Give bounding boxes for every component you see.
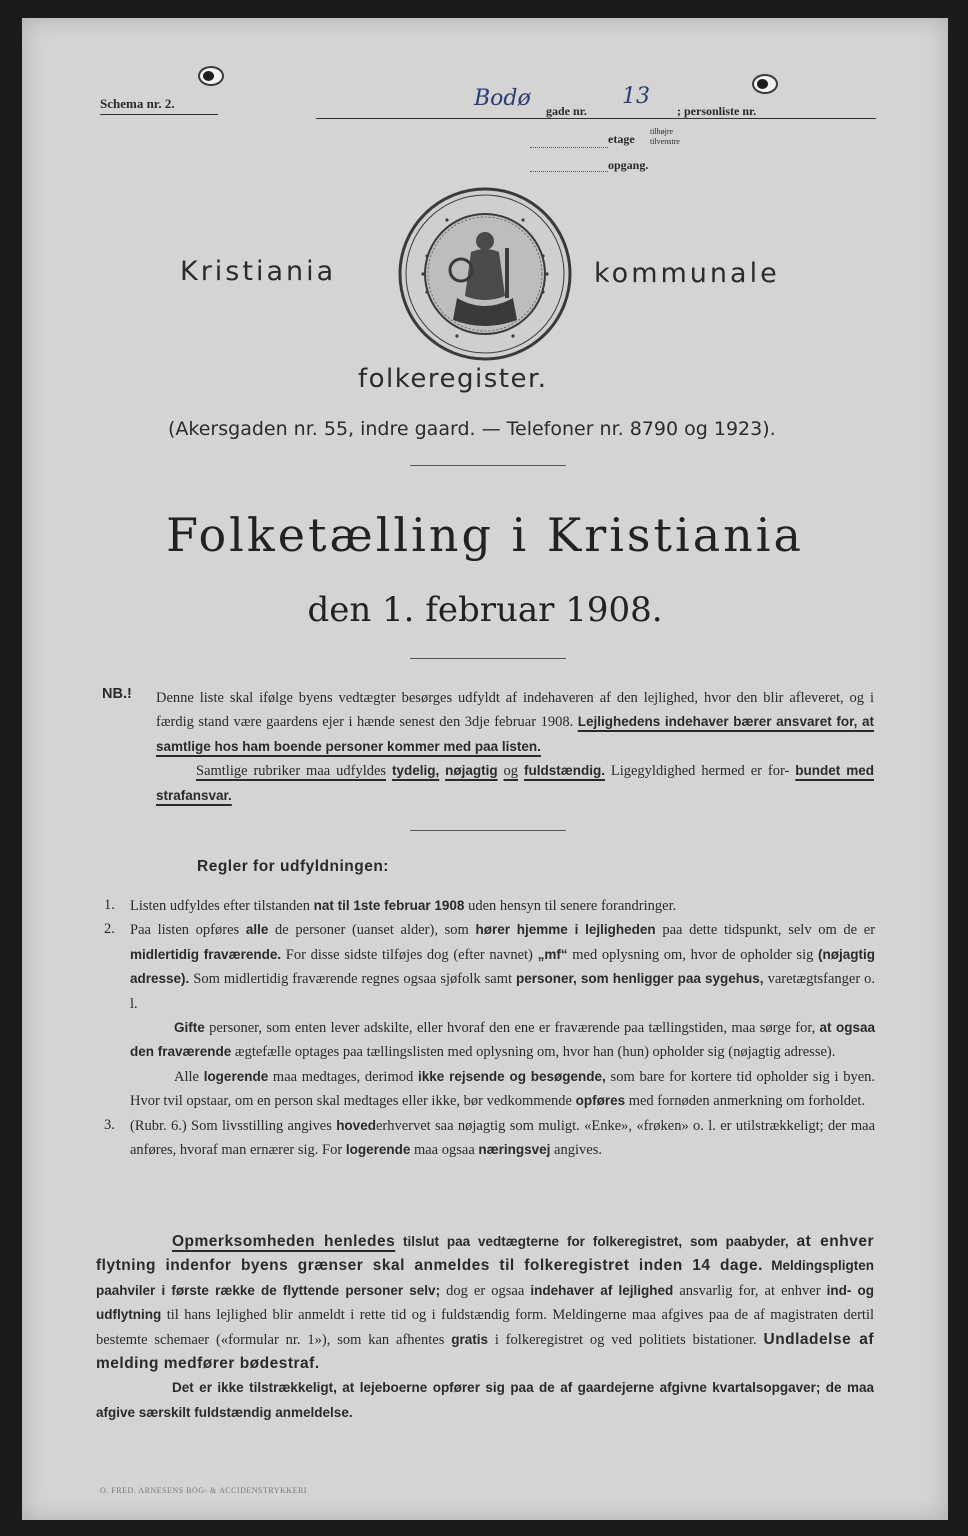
nb-paragraph: Denne liste skal ifølge byens vedtægter besørges udfyldt af indehaveren af den lejlighed, hvor den blir afleveret, og i færdig stand være gaardens ejer i hænde senest den 3dje februar 1908. Lejlighedens indehaver bærer ansvaret for, at samtlige hos ham boende personer kommer med paa listen. Samtlige rubriker maa udfyldes tydelig, nøjagtig og fuldstændig. Ligegyldighed hermed er for- bundet med strafansvar. — [156, 690, 875, 803]
rule-3: 3. (Rubr. 6.) Som livsstilling angives hovederhvervet saa nøjagtig som muligt. «Enke», «frøken» o. l. er utilstrækkeligt; der maa anføres, hvoraf man ernærer sig. For logerende maa ogsaa næringsvej angives. — [104, 1116, 875, 1159]
street-number-handwritten: 13 — [622, 84, 650, 109]
page-subtitle: den 1. februar 1908. — [307, 590, 663, 630]
census-form-page — [22, 18, 948, 1520]
entrance-label: opgang. — [608, 158, 649, 172]
person-list-label: ; personliste nr. — [677, 104, 757, 118]
divider — [410, 465, 566, 466]
schema-number: Schema nr. 2. — [100, 96, 218, 115]
page-title: Folketælling i Kristiania — [166, 508, 804, 562]
city-seal-icon — [397, 186, 573, 362]
header-address: (Akersgaden nr. 55, indre gaard. — Telefoner nr. 8790 og 1923). — [168, 418, 776, 440]
punch-hole-right — [752, 74, 778, 94]
street-label: gade nr. — [546, 104, 587, 118]
floor-side-options: tilhøjre tilvenstre — [650, 127, 680, 146]
rules-list — [104, 894, 876, 1162]
address-line — [316, 98, 876, 119]
nb-label: NB.! — [102, 686, 132, 702]
header-kristiania: Kristiania — [180, 256, 337, 287]
rule-2: 2. Paa listen opføres alle de personer (uanset alder), som hører hjemme i lejligheden paa dette tidspunkt, selv om de er midlertidig fraværende. For disse sidste tilføjes dog (efter navnet) „mf“ med oplysning om, hvor de opholder sig (nøjagtig adresse). Som midlertidig fraværende regnes ogsaa sjøfolk samt personer, som henligger paa sygehus, varetægtsfanger o. l. Gifte personer, som enten lever adskilte, eller hvoraf den ene er fraværende paa tællingstiden, maa sørge for, at ogsaa den fraværende ægtefælle optages paa tællingslisten med oplysning om, hvor han (hun) opholder sig (nøjagtig adresse). Alle logerende maa medtages, derimod ikke rejsende og besøgende, som bare for kortere tid opholder sig i byen. Hvor tvil opstaar, om en person skal medtages eller ikke, bør vedkommende opføres med fornøden anmerkning om forholdet. — [104, 921, 876, 1110]
floor-label: etage — [608, 132, 635, 146]
rules-heading: Regler for udfyldningen: — [197, 858, 389, 875]
punch-hole-left — [198, 66, 224, 86]
notice-paragraph: Opmerksomheden henledes tilslut paa vedtægterne for folkeregistret, som paabyder, at enhver flytning indenfor byens grænser skal anmeldes til folkeregistret inden 14 dage. Meldingspligten paahviler i første række de flyttende personer selv; dog er ogsaa indehaver af lejlighed ansvarlig for, at enhver ind- og udflytning til hans lejlighed blir anmeldt i rette tid og i fuldstændig form. Meldingerne maa afgives paa de af magistraten dertil bestemte schemaer («formular nr. 1»), som kan afhentes gratis i folkeregistret og ved politiets bistationer. Undladelse af melding medfører bødestraf. Det er ikke tilstrækkeligt, at lejeboerne opfører sig paa de af gaardejerne afgivne kvartalsopgaver; de maa afgive særskilt fuldstændig anmeldelse. — [96, 1233, 875, 1420]
header-kommunale: kommunale — [594, 258, 780, 289]
rule-1: 1. Listen udfyldes efter tilstanden nat til 1ste februar 1908 uden hensyn til senere forandringer. — [104, 897, 677, 914]
street-name-handwritten: Bodø — [474, 86, 531, 111]
divider — [410, 830, 566, 831]
header-folkeregister: folkeregister. — [358, 364, 548, 394]
divider — [410, 658, 566, 659]
printer-imprint: O. FRED. ARNESENS BOG- & ACCIDENSTRYKKERI — [100, 1486, 307, 1495]
